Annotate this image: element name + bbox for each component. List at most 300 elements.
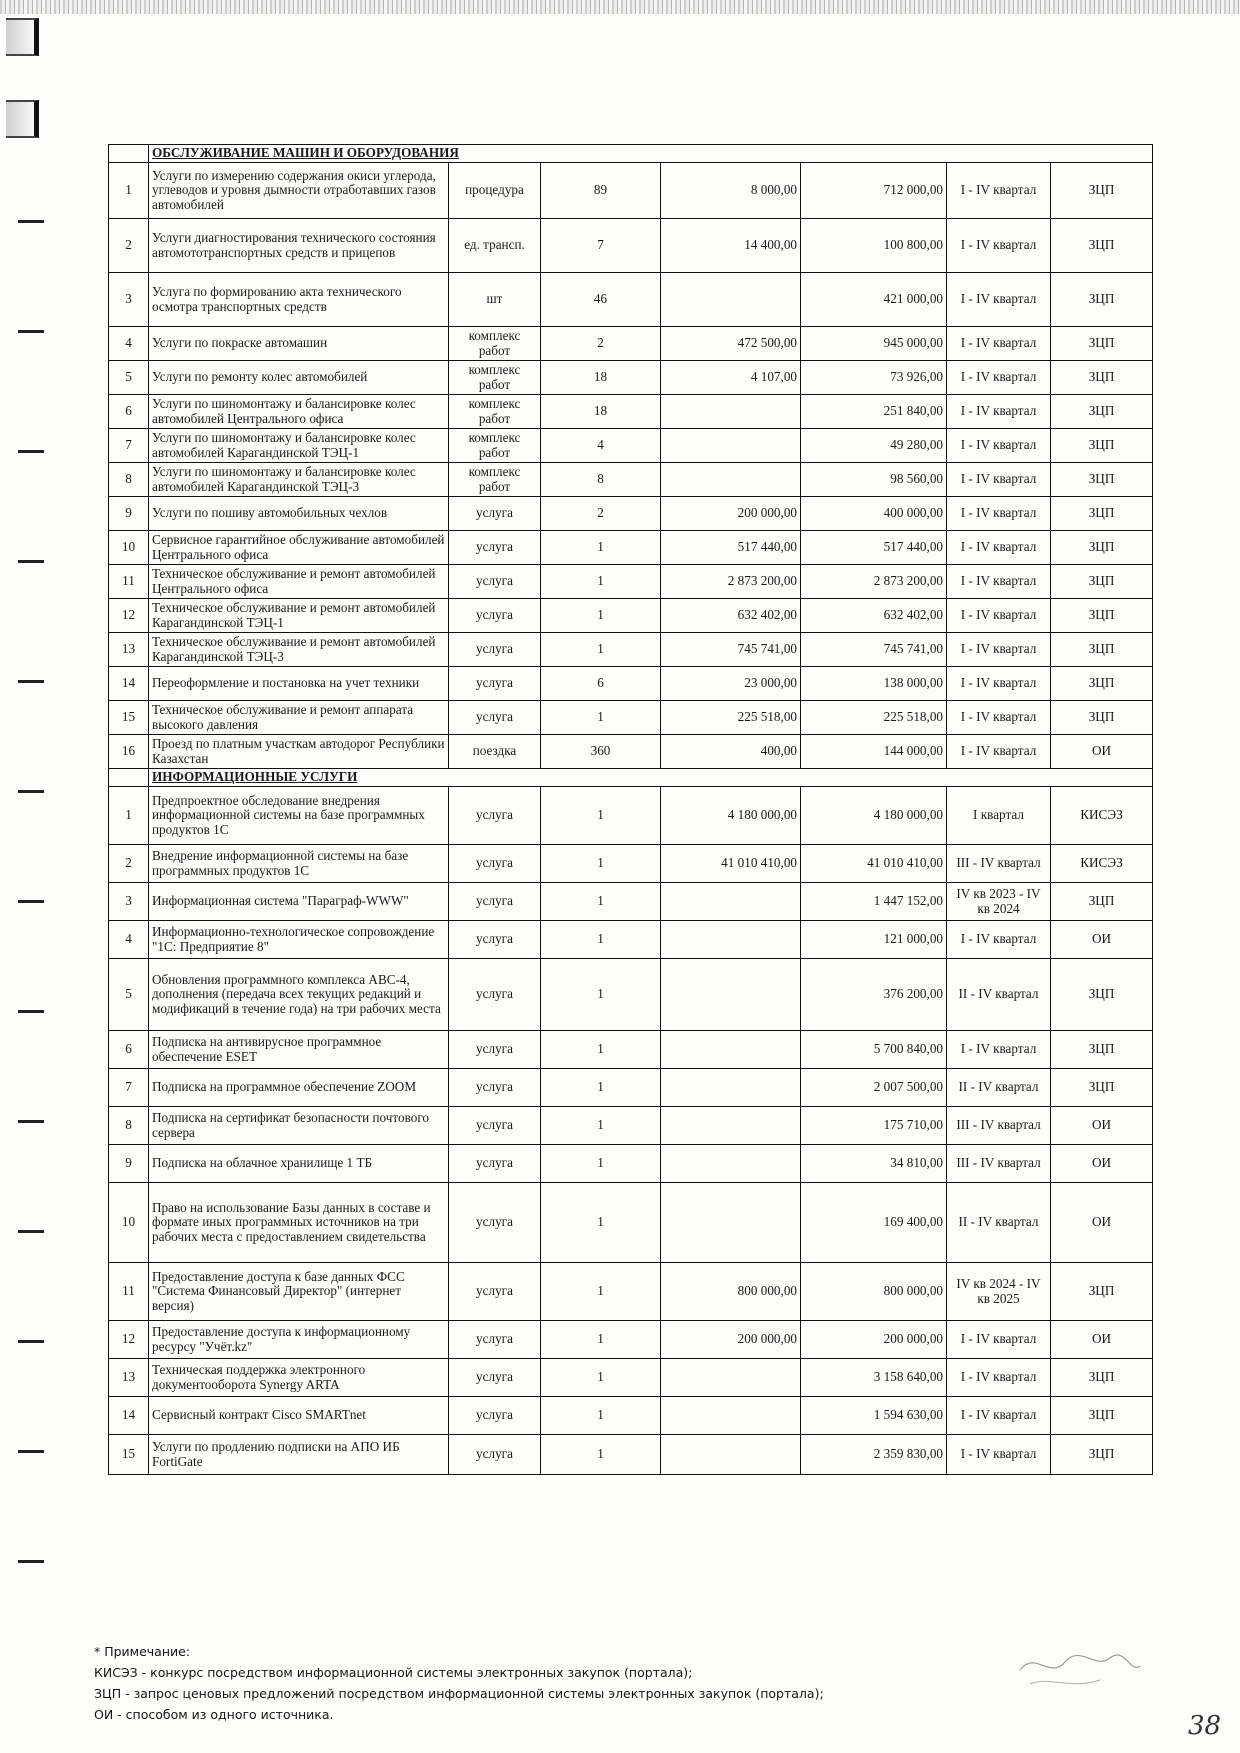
procurement-method-cell: ЗЦП xyxy=(1051,1031,1153,1069)
unit-of-measure-cell: комплекс работ xyxy=(449,395,541,429)
quantity-cell: 1 xyxy=(541,1031,661,1069)
quantity-cell: 1 xyxy=(541,845,661,883)
table-row xyxy=(109,1321,1153,1359)
quantity-cell: 1 xyxy=(541,787,661,845)
row-number-cell: 1 xyxy=(109,163,149,219)
quantity-cell: 1 xyxy=(541,1397,661,1435)
procurement-method-cell: ЗЦП xyxy=(1051,599,1153,633)
notes-heading: * Примечание: xyxy=(94,1644,191,1659)
total-amount-cell: 800 000,00 xyxy=(801,1263,947,1321)
total-amount-cell: 2 359 830,00 xyxy=(801,1435,947,1475)
delivery-period-cell: I - IV квартал xyxy=(947,701,1051,735)
section-header-row xyxy=(109,145,1153,163)
table-row xyxy=(109,565,1153,599)
unit-price-cell: 200 000,00 xyxy=(661,1321,801,1359)
section-number-cell xyxy=(109,145,149,163)
unit-price-cell xyxy=(661,1107,801,1145)
service-name-cell: Техническая поддержка электронного документооборота Synergy ARTA xyxy=(149,1359,449,1397)
row-number-cell: 10 xyxy=(109,1183,149,1263)
service-name-cell: Подписка на программное обеспечение ZOOM xyxy=(149,1069,449,1107)
total-amount-cell: 4 180 000,00 xyxy=(801,787,947,845)
row-number-cell: 13 xyxy=(109,1359,149,1397)
binder-tick xyxy=(18,1120,44,1123)
service-name-cell: Услуги по ремонту колес автомобилей xyxy=(149,361,449,395)
unit-price-cell: 472 500,00 xyxy=(661,327,801,361)
quantity-cell: 89 xyxy=(541,163,661,219)
procurement-method-cell: ОИ xyxy=(1051,1107,1153,1145)
scan-edge-top xyxy=(0,0,1240,14)
binder-tick xyxy=(18,450,44,453)
row-number-cell: 9 xyxy=(109,497,149,531)
service-name-cell: Техническое обслуживание и ремонт автомобилей Центрального офиса xyxy=(149,565,449,599)
service-name-cell: Подписка на сертификат безопасности почтового сервера xyxy=(149,1107,449,1145)
table-row xyxy=(109,1069,1153,1107)
unit-price-cell xyxy=(661,273,801,327)
unit-of-measure-cell: услуга xyxy=(449,1183,541,1263)
procurement-method-cell: ЗЦП xyxy=(1051,219,1153,273)
table-row xyxy=(109,701,1153,735)
delivery-period-cell: I квартал xyxy=(947,787,1051,845)
procurement-method-cell: ЗЦП xyxy=(1051,701,1153,735)
quantity-cell: 1 xyxy=(541,1069,661,1107)
binder-tick xyxy=(18,1450,44,1453)
unit-price-cell xyxy=(661,1069,801,1107)
delivery-period-cell: I - IV квартал xyxy=(947,667,1051,701)
quantity-cell: 1 xyxy=(541,921,661,959)
unit-price-cell xyxy=(661,1435,801,1475)
unit-price-cell xyxy=(661,395,801,429)
binder-tick xyxy=(18,790,44,793)
table-row xyxy=(109,327,1153,361)
procurement-method-cell: ЗЦП xyxy=(1051,883,1153,921)
binder-tick xyxy=(18,1560,44,1563)
unit-price-cell: 41 010 410,00 xyxy=(661,845,801,883)
service-name-cell: Техническое обслуживание и ремонт автомобилей Карагандинской ТЭЦ-1 xyxy=(149,599,449,633)
unit-of-measure-cell: услуга xyxy=(449,1069,541,1107)
unit-of-measure-cell: услуга xyxy=(449,787,541,845)
quantity-cell: 18 xyxy=(541,395,661,429)
procurement-method-cell: ЗЦП xyxy=(1051,1069,1153,1107)
total-amount-cell: 138 000,00 xyxy=(801,667,947,701)
service-name-cell: Услуги по продлению подписки на АПО ИБ FortiGate xyxy=(149,1435,449,1475)
total-amount-cell: 144 000,00 xyxy=(801,735,947,769)
row-number-cell: 6 xyxy=(109,1031,149,1069)
total-amount-cell: 175 710,00 xyxy=(801,1107,947,1145)
unit-of-measure-cell: услуга xyxy=(449,701,541,735)
unit-of-measure-cell: услуга xyxy=(449,1263,541,1321)
quantity-cell: 1 xyxy=(541,1359,661,1397)
quantity-cell: 1 xyxy=(541,531,661,565)
delivery-period-cell: I - IV квартал xyxy=(947,1359,1051,1397)
service-name-cell: Услуги по покраске автомашин xyxy=(149,327,449,361)
quantity-cell: 1 xyxy=(541,633,661,667)
procurement-method-cell: КИСЭЗ xyxy=(1051,787,1153,845)
unit-of-measure-cell: услуга xyxy=(449,883,541,921)
quantity-cell: 1 xyxy=(541,1183,661,1263)
total-amount-cell: 745 741,00 xyxy=(801,633,947,667)
quantity-cell: 8 xyxy=(541,463,661,497)
unit-price-cell xyxy=(661,463,801,497)
quantity-cell: 1 xyxy=(541,701,661,735)
row-number-cell: 13 xyxy=(109,633,149,667)
unit-of-measure-cell: услуга xyxy=(449,497,541,531)
service-name-cell: Услуги по пошиву автомобильных чехлов xyxy=(149,497,449,531)
total-amount-cell: 945 000,00 xyxy=(801,327,947,361)
delivery-period-cell: I - IV квартал xyxy=(947,1031,1051,1069)
binder-hole-mark xyxy=(6,18,39,56)
unit-of-measure-cell: процедура xyxy=(449,163,541,219)
procurement-method-cell: ОИ xyxy=(1051,921,1153,959)
procurement-method-cell: ЗЦП xyxy=(1051,1263,1153,1321)
service-name-cell: Информационная система "Параграф-WWW" xyxy=(149,883,449,921)
binder-tick xyxy=(18,220,44,223)
binder-tick xyxy=(18,330,44,333)
total-amount-cell: 251 840,00 xyxy=(801,395,947,429)
unit-of-measure-cell: услуга xyxy=(449,599,541,633)
unit-price-cell: 2 873 200,00 xyxy=(661,565,801,599)
service-name-cell: Сервисный контракт Cisco SMARTnet xyxy=(149,1397,449,1435)
delivery-period-cell: I - IV квартал xyxy=(947,273,1051,327)
unit-price-cell xyxy=(661,959,801,1031)
table-row xyxy=(109,599,1153,633)
row-number-cell: 11 xyxy=(109,565,149,599)
unit-price-cell: 225 518,00 xyxy=(661,701,801,735)
service-name-cell: Предоставление доступа к базе данных ФСС "Система Финансовый Директор" (интернет версия) xyxy=(149,1263,449,1321)
delivery-period-cell: III - IV квартал xyxy=(947,1107,1051,1145)
quantity-cell: 1 xyxy=(541,883,661,921)
row-number-cell: 5 xyxy=(109,361,149,395)
section-title: ОБСЛУЖИВАНИЕ МАШИН И ОБОРУДОВАНИЯ xyxy=(149,145,1153,163)
total-amount-cell: 169 400,00 xyxy=(801,1183,947,1263)
page-number: 38 xyxy=(1188,1711,1222,1741)
table-row xyxy=(109,463,1153,497)
table-row xyxy=(109,1263,1153,1321)
total-amount-cell: 100 800,00 xyxy=(801,219,947,273)
row-number-cell: 15 xyxy=(109,1435,149,1475)
total-amount-cell: 225 518,00 xyxy=(801,701,947,735)
delivery-period-cell: III - IV квартал xyxy=(947,1145,1051,1183)
delivery-period-cell: I - IV квартал xyxy=(947,361,1051,395)
procurement-method-cell: ЗЦП xyxy=(1051,361,1153,395)
procurement-method-cell: ОИ xyxy=(1051,1321,1153,1359)
unit-of-measure-cell: комплекс работ xyxy=(449,327,541,361)
unit-price-cell xyxy=(661,1183,801,1263)
unit-price-cell: 800 000,00 xyxy=(661,1263,801,1321)
unit-price-cell: 517 440,00 xyxy=(661,531,801,565)
unit-of-measure-cell: услуга xyxy=(449,633,541,667)
table-row xyxy=(109,163,1153,219)
procurement-method-cell: ЗЦП xyxy=(1051,463,1153,497)
table-row xyxy=(109,667,1153,701)
procurement-method-cell: ЗЦП xyxy=(1051,633,1153,667)
service-name-cell: Услуги по шиномонтажу и балансировке колес автомобилей Карагандинской ТЭЦ-3 xyxy=(149,463,449,497)
table-row xyxy=(109,1435,1153,1475)
row-number-cell: 6 xyxy=(109,395,149,429)
unit-price-cell xyxy=(661,1359,801,1397)
table-row xyxy=(109,959,1153,1031)
delivery-period-cell: I - IV квартал xyxy=(947,395,1051,429)
total-amount-cell: 3 158 640,00 xyxy=(801,1359,947,1397)
unit-price-cell xyxy=(661,1031,801,1069)
service-name-cell: Подписка на облачное хранилище 1 ТБ xyxy=(149,1145,449,1183)
procurement-method-cell: ЗЦП xyxy=(1051,395,1153,429)
unit-of-measure-cell: услуга xyxy=(449,1397,541,1435)
note-line: ЗЦП - запрос ценовых предложений посредством информационной системы электронных закупок (портала); xyxy=(94,1686,824,1701)
row-number-cell: 7 xyxy=(109,429,149,463)
service-name-cell: Право на использование Базы данных в составе и формате иных программных источников на три рабочих места с предоставлением свидетельства xyxy=(149,1183,449,1263)
row-number-cell: 4 xyxy=(109,327,149,361)
service-name-cell: Проезд по платным участкам автодорог Республики Казахстан xyxy=(149,735,449,769)
procurement-method-cell: ОИ xyxy=(1051,735,1153,769)
row-number-cell: 2 xyxy=(109,845,149,883)
quantity-cell: 1 xyxy=(541,599,661,633)
quantity-cell: 4 xyxy=(541,429,661,463)
service-name-cell: Сервисное гарантийное обслуживание автомобилей Центрального офиса xyxy=(149,531,449,565)
total-amount-cell: 632 402,00 xyxy=(801,599,947,633)
table-row xyxy=(109,735,1153,769)
quantity-cell: 1 xyxy=(541,1145,661,1183)
procurement-method-cell: ЗЦП xyxy=(1051,429,1153,463)
row-number-cell: 12 xyxy=(109,599,149,633)
unit-price-cell: 4 107,00 xyxy=(661,361,801,395)
total-amount-cell: 41 010 410,00 xyxy=(801,845,947,883)
table-row xyxy=(109,921,1153,959)
service-name-cell: Предоставление доступа к информационному ресурсу "Учёт.kz" xyxy=(149,1321,449,1359)
unit-price-cell: 200 000,00 xyxy=(661,497,801,531)
row-number-cell: 11 xyxy=(109,1263,149,1321)
table-row xyxy=(109,787,1153,845)
notes-block xyxy=(94,1641,994,1725)
section-title: ИНФОРМАЦИОННЫЕ УСЛУГИ xyxy=(149,769,1153,787)
unit-of-measure-cell: услуга xyxy=(449,1107,541,1145)
delivery-period-cell: I - IV квартал xyxy=(947,1397,1051,1435)
row-number-cell: 9 xyxy=(109,1145,149,1183)
quantity-cell: 360 xyxy=(541,735,661,769)
delivery-period-cell: II - IV квартал xyxy=(947,1183,1051,1263)
delivery-period-cell: I - IV квартал xyxy=(947,497,1051,531)
service-name-cell: Внедрение информационной системы на базе программных продуктов 1С xyxy=(149,845,449,883)
unit-price-cell: 400,00 xyxy=(661,735,801,769)
unit-of-measure-cell: услуга xyxy=(449,667,541,701)
table-row xyxy=(109,429,1153,463)
unit-price-cell xyxy=(661,1397,801,1435)
row-number-cell: 15 xyxy=(109,701,149,735)
quantity-cell: 18 xyxy=(541,361,661,395)
delivery-period-cell: II - IV квартал xyxy=(947,959,1051,1031)
unit-price-cell: 4 180 000,00 xyxy=(661,787,801,845)
quantity-cell: 1 xyxy=(541,1263,661,1321)
service-name-cell: Услуги диагностирования технического состояния автомототранспортных средств и прицепов xyxy=(149,219,449,273)
table-body xyxy=(109,145,1153,1475)
quantity-cell: 1 xyxy=(541,1107,661,1145)
table-row xyxy=(109,1107,1153,1145)
row-number-cell: 3 xyxy=(109,273,149,327)
unit-price-cell xyxy=(661,429,801,463)
quantity-cell: 2 xyxy=(541,497,661,531)
unit-price-cell: 14 400,00 xyxy=(661,219,801,273)
total-amount-cell: 121 000,00 xyxy=(801,921,947,959)
procurement-table xyxy=(108,144,1153,1475)
service-name-cell: Услуги по шиномонтажу и балансировке колес автомобилей Центрального офиса xyxy=(149,395,449,429)
binder-tick xyxy=(18,560,44,563)
table-row xyxy=(109,395,1153,429)
total-amount-cell: 376 200,00 xyxy=(801,959,947,1031)
unit-of-measure-cell: услуга xyxy=(449,1145,541,1183)
delivery-period-cell: I - IV квартал xyxy=(947,1435,1051,1475)
unit-of-measure-cell: услуга xyxy=(449,921,541,959)
quantity-cell: 7 xyxy=(541,219,661,273)
row-number-cell: 4 xyxy=(109,921,149,959)
delivery-period-cell: IV кв 2024 - IV кв 2025 xyxy=(947,1263,1051,1321)
table-row xyxy=(109,633,1153,667)
total-amount-cell: 5 700 840,00 xyxy=(801,1031,947,1069)
procurement-method-cell: КИСЭЗ xyxy=(1051,845,1153,883)
total-amount-cell: 73 926,00 xyxy=(801,361,947,395)
unit-of-measure-cell: комплекс работ xyxy=(449,429,541,463)
total-amount-cell: 1 594 630,00 xyxy=(801,1397,947,1435)
binder-hole-mark xyxy=(6,100,39,138)
binder-tick xyxy=(18,900,44,903)
delivery-period-cell: I - IV квартал xyxy=(947,633,1051,667)
service-name-cell: Услуги по измерению содержания окиси углерода, углеводов и уровня дымности отработавших газов автомобилей xyxy=(149,163,449,219)
row-number-cell: 10 xyxy=(109,531,149,565)
unit-of-measure-cell: ед. трансп. xyxy=(449,219,541,273)
unit-of-measure-cell: услуга xyxy=(449,565,541,599)
row-number-cell: 8 xyxy=(109,1107,149,1145)
unit-of-measure-cell: услуга xyxy=(449,959,541,1031)
table-row xyxy=(109,497,1153,531)
binder-tick xyxy=(18,680,44,683)
row-number-cell: 5 xyxy=(109,959,149,1031)
row-number-cell: 14 xyxy=(109,667,149,701)
service-name-cell: Услуги по шиномонтажу и балансировке колес автомобилей Карагандинской ТЭЦ-1 xyxy=(149,429,449,463)
total-amount-cell: 200 000,00 xyxy=(801,1321,947,1359)
procurement-method-cell: ОИ xyxy=(1051,1145,1153,1183)
quantity-cell: 46 xyxy=(541,273,661,327)
delivery-period-cell: I - IV квартал xyxy=(947,327,1051,361)
unit-price-cell xyxy=(661,883,801,921)
row-number-cell: 16 xyxy=(109,735,149,769)
service-name-cell: Подписка на антивирусное программное обеспечение ESET xyxy=(149,1031,449,1069)
total-amount-cell: 34 810,00 xyxy=(801,1145,947,1183)
total-amount-cell: 1 447 152,00 xyxy=(801,883,947,921)
unit-of-measure-cell: услуга xyxy=(449,1435,541,1475)
row-number-cell: 14 xyxy=(109,1397,149,1435)
total-amount-cell: 98 560,00 xyxy=(801,463,947,497)
unit-of-measure-cell: шт xyxy=(449,273,541,327)
service-name-cell: Обновления программного комплекса АВС-4, дополнения (передача всех текущих редакций и модификаций в течение года) на три рабочих места xyxy=(149,959,449,1031)
row-number-cell: 3 xyxy=(109,883,149,921)
row-number-cell: 1 xyxy=(109,787,149,845)
table-row xyxy=(109,1145,1153,1183)
signature-mark xyxy=(1000,1640,1150,1700)
total-amount-cell: 49 280,00 xyxy=(801,429,947,463)
unit-of-measure-cell: услуга xyxy=(449,1031,541,1069)
delivery-period-cell: II - IV квартал xyxy=(947,1069,1051,1107)
service-name-cell: Предпроектное обследование внедрения информационной системы на базе программных продуктов 1С xyxy=(149,787,449,845)
unit-price-cell: 632 402,00 xyxy=(661,599,801,633)
procurement-method-cell: ЗЦП xyxy=(1051,565,1153,599)
total-amount-cell: 400 000,00 xyxy=(801,497,947,531)
procurement-method-cell: ЗЦП xyxy=(1051,163,1153,219)
quantity-cell: 1 xyxy=(541,565,661,599)
procurement-method-cell: ЗЦП xyxy=(1051,1435,1153,1475)
table-row xyxy=(109,883,1153,921)
procurement-method-cell: ЗЦП xyxy=(1051,497,1153,531)
procurement-method-cell: ЗЦП xyxy=(1051,273,1153,327)
total-amount-cell: 2 007 500,00 xyxy=(801,1069,947,1107)
table-row xyxy=(109,1031,1153,1069)
section-header-row xyxy=(109,769,1153,787)
delivery-period-cell: I - IV квартал xyxy=(947,599,1051,633)
procurement-method-cell: ЗЦП xyxy=(1051,1397,1153,1435)
delivery-period-cell: I - IV квартал xyxy=(947,429,1051,463)
service-name-cell: Услуга по формированию акта технического осмотра транспортных средств xyxy=(149,273,449,327)
unit-of-measure-cell: услуга xyxy=(449,845,541,883)
procurement-method-cell: ЗЦП xyxy=(1051,327,1153,361)
binder-tick xyxy=(18,1010,44,1013)
service-name-cell: Техническое обслуживание и ремонт аппарата высокого давления xyxy=(149,701,449,735)
binder-edge xyxy=(0,0,48,1753)
table-row xyxy=(109,845,1153,883)
procurement-method-cell: ЗЦП xyxy=(1051,667,1153,701)
unit-price-cell: 8 000,00 xyxy=(661,163,801,219)
binder-tick xyxy=(18,1340,44,1343)
table-row xyxy=(109,1183,1153,1263)
unit-price-cell: 745 741,00 xyxy=(661,633,801,667)
service-name-cell: Информационно-технологическое сопровождение "1С: Предприятие 8" xyxy=(149,921,449,959)
delivery-period-cell: I - IV квартал xyxy=(947,463,1051,497)
note-line: ОИ - способом из одного источника. xyxy=(94,1707,334,1722)
unit-price-cell: 23 000,00 xyxy=(661,667,801,701)
delivery-period-cell: I - IV квартал xyxy=(947,531,1051,565)
section-number-cell xyxy=(109,769,149,787)
quantity-cell: 1 xyxy=(541,959,661,1031)
service-name-cell: Техническое обслуживание и ремонт автомобилей Карагандинской ТЭЦ-3 xyxy=(149,633,449,667)
delivery-period-cell: I - IV квартал xyxy=(947,565,1051,599)
unit-price-cell xyxy=(661,1145,801,1183)
binder-tick xyxy=(18,1230,44,1233)
total-amount-cell: 421 000,00 xyxy=(801,273,947,327)
delivery-period-cell: I - IV квартал xyxy=(947,735,1051,769)
procurement-method-cell: ЗЦП xyxy=(1051,959,1153,1031)
delivery-period-cell: I - IV квартал xyxy=(947,1321,1051,1359)
delivery-period-cell: I - IV квартал xyxy=(947,163,1051,219)
unit-of-measure-cell: услуга xyxy=(449,1321,541,1359)
delivery-period-cell: I - IV квартал xyxy=(947,921,1051,959)
row-number-cell: 8 xyxy=(109,463,149,497)
table-row xyxy=(109,219,1153,273)
note-line: КИСЭЗ - конкурс посредством информационной системы электронных закупок (портала); xyxy=(94,1665,693,1680)
table-row xyxy=(109,361,1153,395)
unit-of-measure-cell: поездка xyxy=(449,735,541,769)
row-number-cell: 12 xyxy=(109,1321,149,1359)
unit-of-measure-cell: комплекс работ xyxy=(449,463,541,497)
unit-of-measure-cell: услуга xyxy=(449,1359,541,1397)
table-row xyxy=(109,1359,1153,1397)
procurement-method-cell: ЗЦП xyxy=(1051,1359,1153,1397)
total-amount-cell: 2 873 200,00 xyxy=(801,565,947,599)
quantity-cell: 2 xyxy=(541,327,661,361)
procurement-method-cell: ОИ xyxy=(1051,1183,1153,1263)
delivery-period-cell: I - IV квартал xyxy=(947,219,1051,273)
total-amount-cell: 517 440,00 xyxy=(801,531,947,565)
unit-of-measure-cell: комплекс работ xyxy=(449,361,541,395)
row-number-cell: 2 xyxy=(109,219,149,273)
delivery-period-cell: III - IV квартал xyxy=(947,845,1051,883)
quantity-cell: 1 xyxy=(541,1321,661,1359)
unit-price-cell xyxy=(661,921,801,959)
